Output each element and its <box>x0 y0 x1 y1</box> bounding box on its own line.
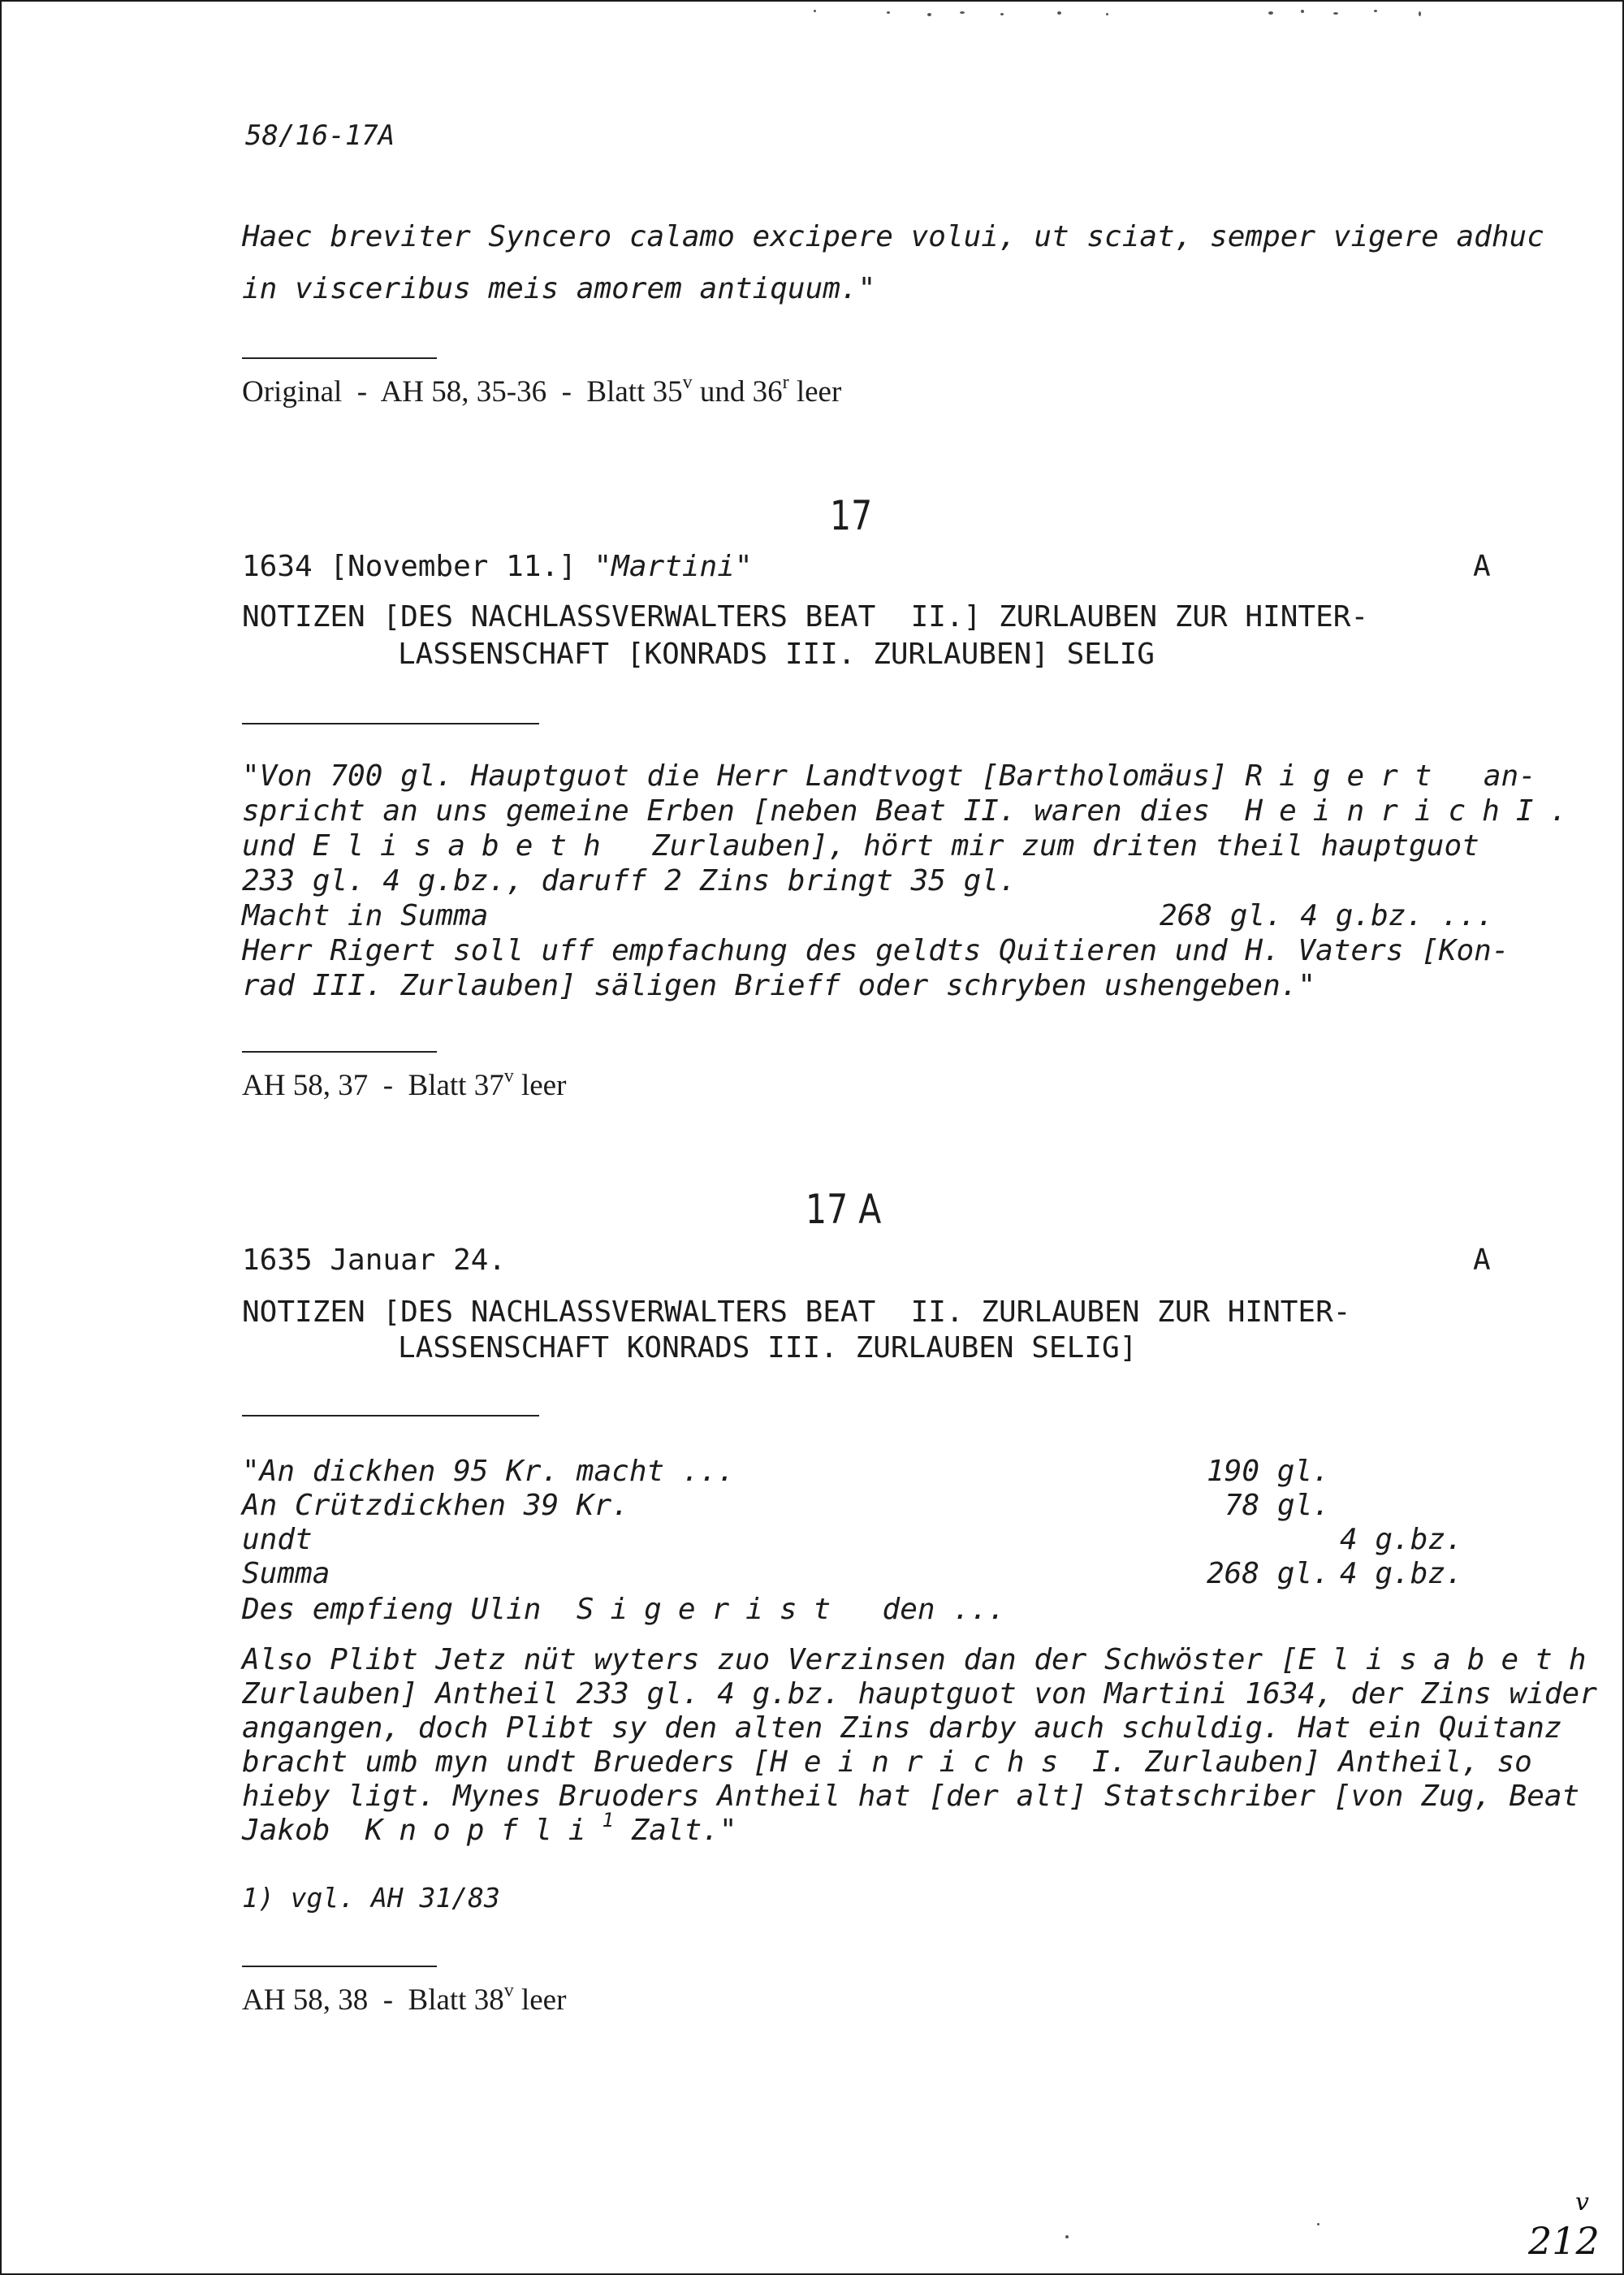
document-number: 17 <box>830 492 873 539</box>
document-type-marker: A <box>1473 1243 1491 1277</box>
ledger-extra: 4 g.bz. <box>1340 1557 1463 1590</box>
text-line: bracht umb myn undt Brueders [Heinrichs I. Zurlauben] Antheil, so <box>242 1745 1532 1779</box>
document-date: 1634 [November 11.] "Martini" <box>242 550 753 583</box>
handwritten-tick: v <box>1575 2188 1589 2217</box>
text-line: rad III. Zurlauben] säligen Brieff oder schryben ushengeben." <box>242 969 1316 1002</box>
document-type-marker: A <box>1473 550 1491 583</box>
handwritten-page-number: 212 <box>1528 2219 1600 2263</box>
text-line: Also Plibt Jetz nüt wyters zuo Verzinsen dan der Schwöster [Elisabeth <box>242 1643 1603 1676</box>
separator-rule <box>242 1966 437 1967</box>
ledger-amount: 268 gl. <box>1207 1557 1330 1590</box>
text-line: spricht an uns gemeine Erben [neben Beat II. waren dies HeinrichI. <box>242 794 1584 828</box>
ledger-amount: 190 gl. <box>1207 1455 1330 1488</box>
ledger-amount: 78 gl. <box>1224 1489 1331 1522</box>
footnote: 1) vgl. AH 31/83 <box>242 1882 500 1914</box>
document-date: 1635 Januar 24. <box>242 1243 507 1277</box>
separator-rule <box>242 357 437 359</box>
ledger-extra: 4 g.bz. <box>1340 1523 1463 1556</box>
text-line: Herr Rigert soll uff empfachung des geldts Quitieren und H. Vaters [Kon- <box>242 934 1510 967</box>
document-title-line-1: NOTIZEN [DES NACHLASSVERWALTERS BEAT II. ZURLAUBEN ZUR HINTER- <box>242 1295 1351 1329</box>
text-line: "Von 700 gl. Hauptguot die Herr Landtvogt [Bartholomäus] Rigert an- <box>242 759 1536 793</box>
document-number: 17 A <box>806 1186 882 1233</box>
separator-rule <box>242 723 539 724</box>
document-title-line-2: LASSENSCHAFT KONRADS III. ZURLAUBEN SELIG] <box>398 1331 1138 1365</box>
document-title-line-2: LASSENSCHAFT [KONRADS III. ZURLAUBEN] SELIG <box>398 638 1155 671</box>
separator-rule <box>242 1415 539 1416</box>
text-line: Zurlauben] Antheil 233 gl. 4 g.bz. hauptguot von Martini 1634, der Zins wider <box>242 1677 1597 1711</box>
text-line: angangen, doch Plibt sy den alten Zins darby auch schuldig. Hat ein Quitanz <box>242 1711 1562 1745</box>
page-reference: 58/16-17A <box>245 119 395 152</box>
source-note-17a: AH 58, 38 - Blatt 38$^v$ leer <box>242 1980 567 2017</box>
text-line: hieby ligt. Mynes Bruoders Antheil hat [der alt] Statschriber [von Zug, Beat <box>242 1780 1580 1813</box>
ledger-line: Des empfieng Ulin Sigerist den ... <box>242 1593 1006 1626</box>
ledger-label: Summa <box>242 1557 330 1590</box>
ledger-label: An Crützdickhen 39 Kr. <box>242 1489 629 1522</box>
closing-quote-line-1: Haec breviter Syncero calamo excipere volui, ut sciat, semper vigere adhuc <box>242 220 1544 253</box>
source-note-17: AH 58, 37 - Blatt 37$^v$ leer <box>242 1066 567 1102</box>
separator-rule <box>242 1051 437 1053</box>
ledger-label: "An dickhen 95 Kr. macht ... <box>242 1455 735 1488</box>
text-line: Macht in Summa <box>242 899 489 932</box>
text-line: Jakob Knopfli$^1$ Zalt." <box>242 1809 737 1847</box>
text-line: 233 gl. 4 g.bz., daruff 2 Zins bringt 35 gl. <box>242 864 1017 897</box>
closing-quote-line-2: in visceribus meis amorem antiquum." <box>242 272 876 305</box>
ledger-label: undt <box>242 1523 313 1556</box>
sum-amount: 268 gl. 4 g.bz. ... <box>1160 899 1494 932</box>
source-note-16: Original - AH 58, 35-36 - Blatt 35$^v$ und 36$^r$ leer <box>242 372 842 409</box>
document-title-line-1: NOTIZEN [DES NACHLASSVERWALTERS BEAT II.] ZURLAUBEN ZUR HINTER- <box>242 600 1369 634</box>
text-line: und Elisabeth Zurlauben], hört mir zum driten theil hauptguot <box>242 829 1479 863</box>
